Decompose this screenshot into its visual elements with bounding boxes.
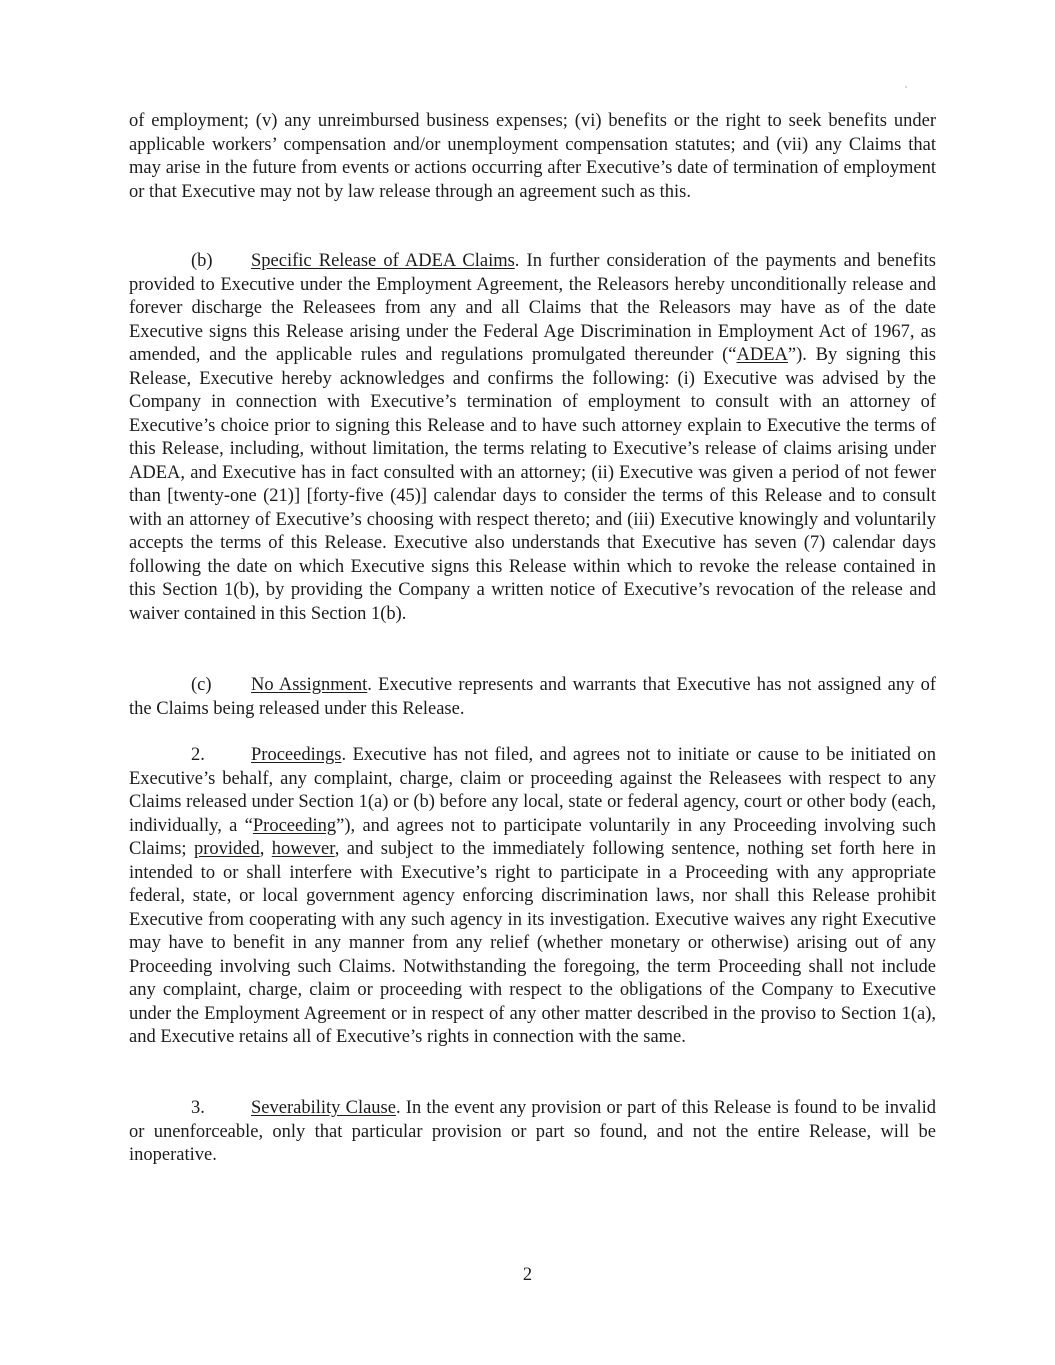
paragraph-text: . Executive represents and warrants that Executive has not assigned any of the Claims being released under this Release. [129, 675, 936, 719]
paragraph-text: . Executive has not filed, and agrees not to initiate or cause to be initiated on Executive’s behalf, any complaint, charge, claim or proceeding against the Releasees with respect to any Claims released under Section 1(a) or (b) before any local, state or federal agency, court or other body (each, individually, a “ [129, 745, 936, 836]
emphasis-term: provided [193, 839, 260, 859]
section-label: (b) [191, 251, 213, 271]
paragraph-text: , and subject to the immediately following sentence, nothing set forth here in intended to or shall interfere with Executive’s right to participate in a Proceeding with any appropriate federal, state, or local government agency enforcing discrimination laws, nor shall this Release prohibit Executive from cooperating with any such agency in its investigation. Executive waives any right Executive may have to benefit in any manner from any relief (whether monetary or otherwise) arising out of any Proceeding involving such Claims. Notwithstanding the foregoing, the term Proceeding shall not include any complaint, charge, claim or proceeding with respect to the obligations of the Company to Executive under the Employment Agreement or in respect of any other matter described in the proviso to Section 1(a), and Executive retains all of Executive’s rights in connection with the same. [129, 839, 937, 1047]
defined-term: ADEA [736, 345, 788, 365]
section-heading: Specific Release of ADEA Claims [251, 251, 515, 271]
emphasis-term: however [271, 839, 335, 859]
section-label: 3. [191, 1098, 205, 1118]
section-label: (c) [191, 675, 212, 695]
section-heading: No Assignment [251, 675, 368, 695]
section-heading: Severability Clause [251, 1098, 396, 1118]
paragraph-text: , [259, 839, 272, 859]
page-number: 2 [522, 1265, 533, 1285]
paragraph-text: ”), and agrees not to participate voluntarily in any Proceeding involving such Claims; [129, 815, 936, 859]
paragraph-no-assignment [129, 674, 936, 721]
section-label: 2. [191, 745, 205, 765]
paragraph-proceedings [129, 744, 936, 1050]
paragraph-text: of employment; (v) any unreimbursed business expenses; (vi) benefits or the right to seek benefits under applicable workers’ compensation and/or unemployment compensation statutes; and (vii) any Claims that may arise in the future from events or actions occurring after Executive’s date of termination of employment or that Executive may not by law release through an agreement such as this. [129, 111, 936, 202]
paragraph-severability [129, 1097, 936, 1168]
paragraph-text: . In the event any provision or part of this Release is found to be invalid or unenforceable, only that particular provision or part so found, and not the entire Release, will be inoperative. [129, 1098, 937, 1165]
section-heading: Proceedings [251, 745, 342, 765]
paragraph-text: . In further consideration of the payments and benefits provided to Executive under the Employment Agreement, the Releasors hereby unconditionally release and forever discharge the Releasees from any and all Claims that the Releasors may have as of the date Executive signs this Release arising under the Federal Age Discrimination in Employment Act of 1967, as amended, and the applicable rules and regulations promulgated thereunder (“ [129, 251, 936, 365]
paragraph-adea-release [129, 250, 936, 626]
paragraph-text: ”). By signing this Release, Executive hereby acknowledges and confirms the following: (i) Executive was advised by the Company in connection with Executive’s termination of employment to consult with an attorney of Executive’s choice prior to signing this Release and to have such attorney explain to Executive the terms of this Release, including, without limitation, the terms relating to Executive’s release of claims arising under ADEA, and Executive has in fact consulted with an attorney; (ii) Executive was given a period of not fewer than [twenty-one (21)] [forty-five (45)] calendar days to consider the terms of this Release and to consult with an attorney of Executive’s choosing with respect thereto; and (iii) Executive knowingly and voluntarily accepts the terms of this Release. Executive also understands that Executive has seven (7) calendar days following the date on which Executive signs this Release within which to revoke the release contained in this Section 1(b), by providing the Company a written notice of Executive’s revocation of the release and waiver contained in this Section 1(b). [129, 345, 936, 624]
scan-speck [905, 86, 907, 88]
defined-term: Proceeding [252, 815, 337, 836]
paragraph-continuation [129, 110, 936, 204]
